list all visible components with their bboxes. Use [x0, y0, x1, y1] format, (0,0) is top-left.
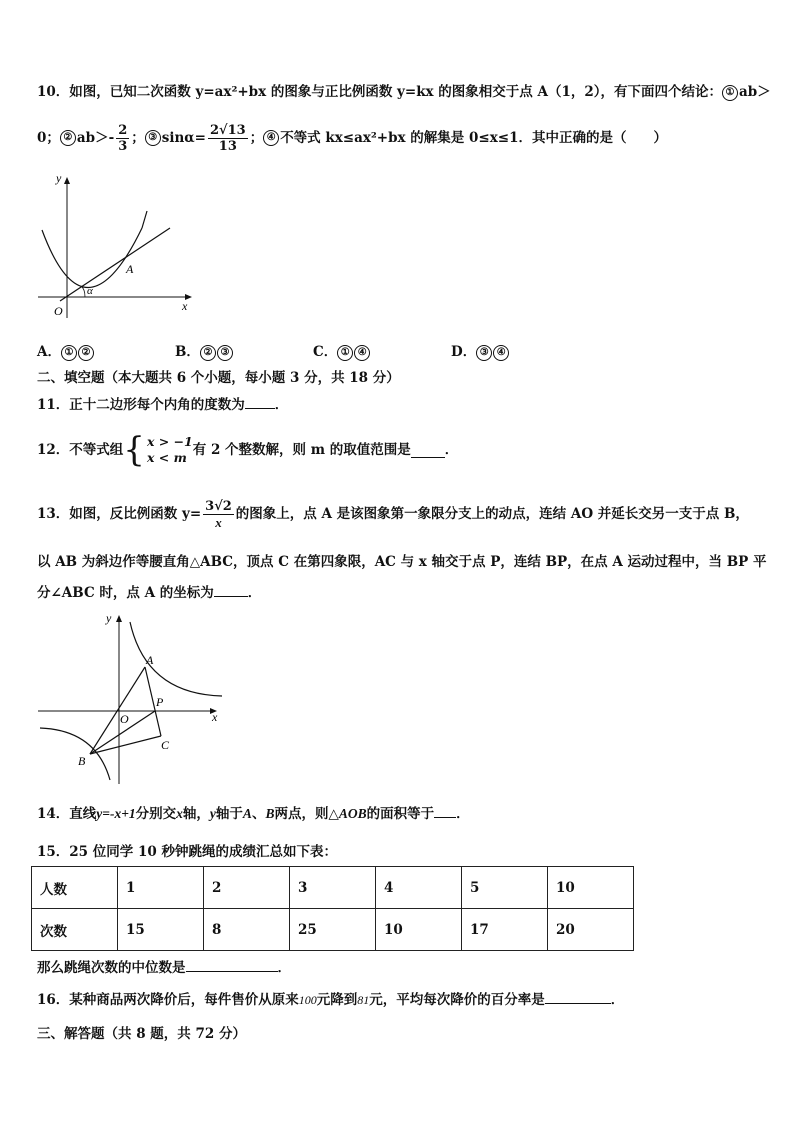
circle: ②	[78, 345, 94, 361]
table-cell: 5	[462, 867, 548, 909]
answer-blank[interactable]	[245, 408, 275, 409]
q15-after-text: 那么跳绳次数的中位数是	[37, 960, 186, 976]
q10-line1	[37, 82, 771, 102]
circle-1: ①	[722, 85, 738, 101]
answer-blank[interactable]	[214, 596, 248, 597]
q13-stem: 13．如图，反比例函数 y=	[37, 506, 202, 522]
label-x: x	[182, 299, 188, 313]
q15-after	[37, 958, 291, 978]
section-2-heading: 二、填空题（本大题共 6 个小题，每小题 3 分，共 18 分）	[37, 370, 400, 386]
table-cell: 15	[118, 909, 204, 951]
table-cell: 25	[290, 909, 376, 951]
circle: ②	[200, 345, 216, 361]
q14-point-a: A	[242, 806, 252, 821]
label-o: O	[54, 304, 63, 318]
circle: ①	[61, 345, 77, 361]
inequality-2: x < m	[146, 450, 187, 465]
q13-stem-cont: 的图象上，点 A 是该图象第一象限分支上的动点，连结 AO 并延长交另一支于点 B，	[235, 506, 749, 522]
q16-text: 元，平均每次降价的百分率是	[369, 992, 545, 1008]
q11	[37, 395, 288, 415]
q13-line2: 以 AB 为斜边作等腰直角△ABC，顶点 C 在第四象限，AC 与 x 轴交于点 P，连结 BP，在点 A 运动过程中，当 BP 平	[37, 554, 767, 570]
option-a[interactable]	[37, 342, 95, 362]
q11-end: ．	[274, 397, 289, 413]
y-axis-arrow	[64, 177, 70, 184]
q16-value-1: 100	[298, 993, 317, 1007]
q14-equation: y=-x+1	[96, 806, 136, 821]
conclusion-3: sinα=	[161, 130, 206, 146]
q14-text: 、	[251, 806, 266, 822]
q14-text: 轴于	[215, 806, 243, 822]
q14-x: x	[176, 806, 183, 821]
scores-table	[31, 866, 634, 951]
option-letter: A．	[37, 344, 61, 360]
table-cell: 3	[290, 867, 376, 909]
y-axis-arrow	[116, 615, 122, 622]
frac-num: 3√2	[205, 498, 232, 514]
option-letter: C．	[313, 344, 338, 360]
q14-y: y	[209, 806, 216, 821]
label-c: C	[161, 738, 170, 752]
q15-end: ．	[277, 960, 291, 976]
option-b[interactable]	[175, 342, 234, 362]
label-o: O	[120, 712, 129, 726]
q12-suffix: 有 2 个整数解，则 m 的取值范围是	[192, 442, 411, 458]
frac-den: x	[215, 514, 222, 530]
table-cell: 人数	[32, 867, 118, 909]
q13-graph	[34, 608, 234, 788]
conclusion-4: 不等式 kx≤ax²+bx 的解集是 0≤x≤1．其中正确的是（ ）	[280, 130, 667, 146]
hyperbola-branch-1	[130, 622, 222, 696]
inequality-1: x > −1	[146, 434, 193, 449]
option-letter: D．	[451, 344, 477, 360]
circle-2: ②	[60, 130, 76, 146]
q14-triangle: AOB	[338, 806, 367, 821]
parabola	[42, 228, 142, 288]
table-row	[32, 909, 634, 951]
q10-stem: 10．如图，已知二次函数 y=ax²+bx 的图象与正比例函数 y=kx 的图象相交于点 A（1，2），有下面四个结论：	[37, 84, 723, 100]
label-b: B	[78, 754, 86, 768]
q11-text: 11．正十二边形每个内角的度数为	[37, 397, 245, 413]
q13-line1	[37, 492, 749, 536]
label-x: x	[212, 710, 218, 724]
frac-den: 3	[118, 138, 128, 154]
answer-blank[interactable]	[434, 817, 456, 818]
q14-text: 轴，	[182, 806, 210, 822]
q14-text: 两点，则△	[274, 806, 339, 822]
circle: ④	[493, 345, 509, 361]
label-a: A	[126, 262, 134, 276]
table-cell: 10	[548, 867, 634, 909]
separator: ；	[131, 130, 145, 146]
table-cell: 2	[204, 867, 290, 909]
conclusion-1: ab＞	[739, 84, 771, 100]
q14-text: 的面积等于	[366, 806, 435, 822]
q14-text: 14．直线	[37, 806, 97, 822]
table-cell: 次数	[32, 909, 118, 951]
label-y: y	[106, 611, 112, 625]
option-letter: B．	[175, 344, 200, 360]
fraction-k	[203, 499, 234, 530]
table-cell: 17	[462, 909, 548, 951]
table-cell: 20	[548, 909, 634, 951]
label-p: P	[156, 695, 164, 709]
answer-blank[interactable]	[411, 457, 445, 458]
q16-text: 元降到	[316, 992, 358, 1008]
q12-end: ．	[444, 442, 459, 458]
q10-line2-start: 0；	[37, 130, 60, 146]
table-cell: 1	[118, 867, 204, 909]
q12-prefix: 12．不等式组	[37, 442, 124, 458]
label-a: A	[146, 653, 154, 667]
section-3-heading: 三、解答题（共 8 题，共 72 分）	[37, 1026, 246, 1042]
frac-den: 13	[218, 138, 237, 154]
q16-text: 16．某种商品两次降价后，每件售价从原来	[37, 992, 299, 1008]
answer-blank[interactable]	[186, 971, 278, 972]
q14-end: ．	[456, 806, 470, 822]
table-cell: 8	[204, 909, 290, 951]
table-cell: 10	[376, 909, 462, 951]
conclusion-2: ab＞-	[76, 130, 115, 146]
q13-line3	[37, 583, 261, 603]
answer-blank[interactable]	[545, 1003, 611, 1004]
line-y-kx	[60, 228, 170, 301]
fraction-two-thirds	[116, 123, 129, 154]
separator: ；	[249, 130, 264, 146]
fraction-sin	[208, 123, 248, 154]
label-y: y	[56, 171, 62, 185]
q13-end: ．	[247, 585, 262, 601]
q15-text: 15．25 位同学 10 秒钟跳绳的成绩汇总如下表：	[37, 844, 337, 860]
frac-num: 2√13	[210, 122, 246, 138]
circle-3: ③	[145, 130, 161, 146]
q10-line2	[37, 118, 667, 158]
circle: ④	[354, 345, 370, 361]
label-alpha: α	[87, 285, 93, 297]
circle: ①	[337, 345, 353, 361]
q16-end: ．	[610, 992, 625, 1008]
circle: ③	[217, 345, 233, 361]
frac-num: 2	[118, 122, 128, 138]
circle-4: ④	[263, 130, 279, 146]
q12	[37, 428, 458, 472]
q14-text: 分别交	[135, 806, 177, 822]
parabola-tail	[142, 211, 147, 228]
q16	[37, 990, 624, 1010]
option-d[interactable]	[451, 342, 510, 362]
segment-bc	[90, 736, 161, 754]
q14	[37, 804, 470, 824]
q13-line3-text: 分∠ABC 时，点 A 的坐标为	[37, 585, 214, 601]
q10-graph	[30, 168, 200, 323]
table-row	[32, 867, 634, 909]
hyperbola-branch-2	[40, 728, 110, 780]
table-cell: 4	[376, 867, 462, 909]
q16-value-2: 81	[357, 993, 370, 1007]
inequality-system	[123, 430, 193, 470]
circle: ③	[476, 345, 492, 361]
option-c[interactable]	[313, 342, 371, 362]
q14-point-b: B	[265, 806, 275, 821]
brace-icon: {	[123, 430, 145, 470]
